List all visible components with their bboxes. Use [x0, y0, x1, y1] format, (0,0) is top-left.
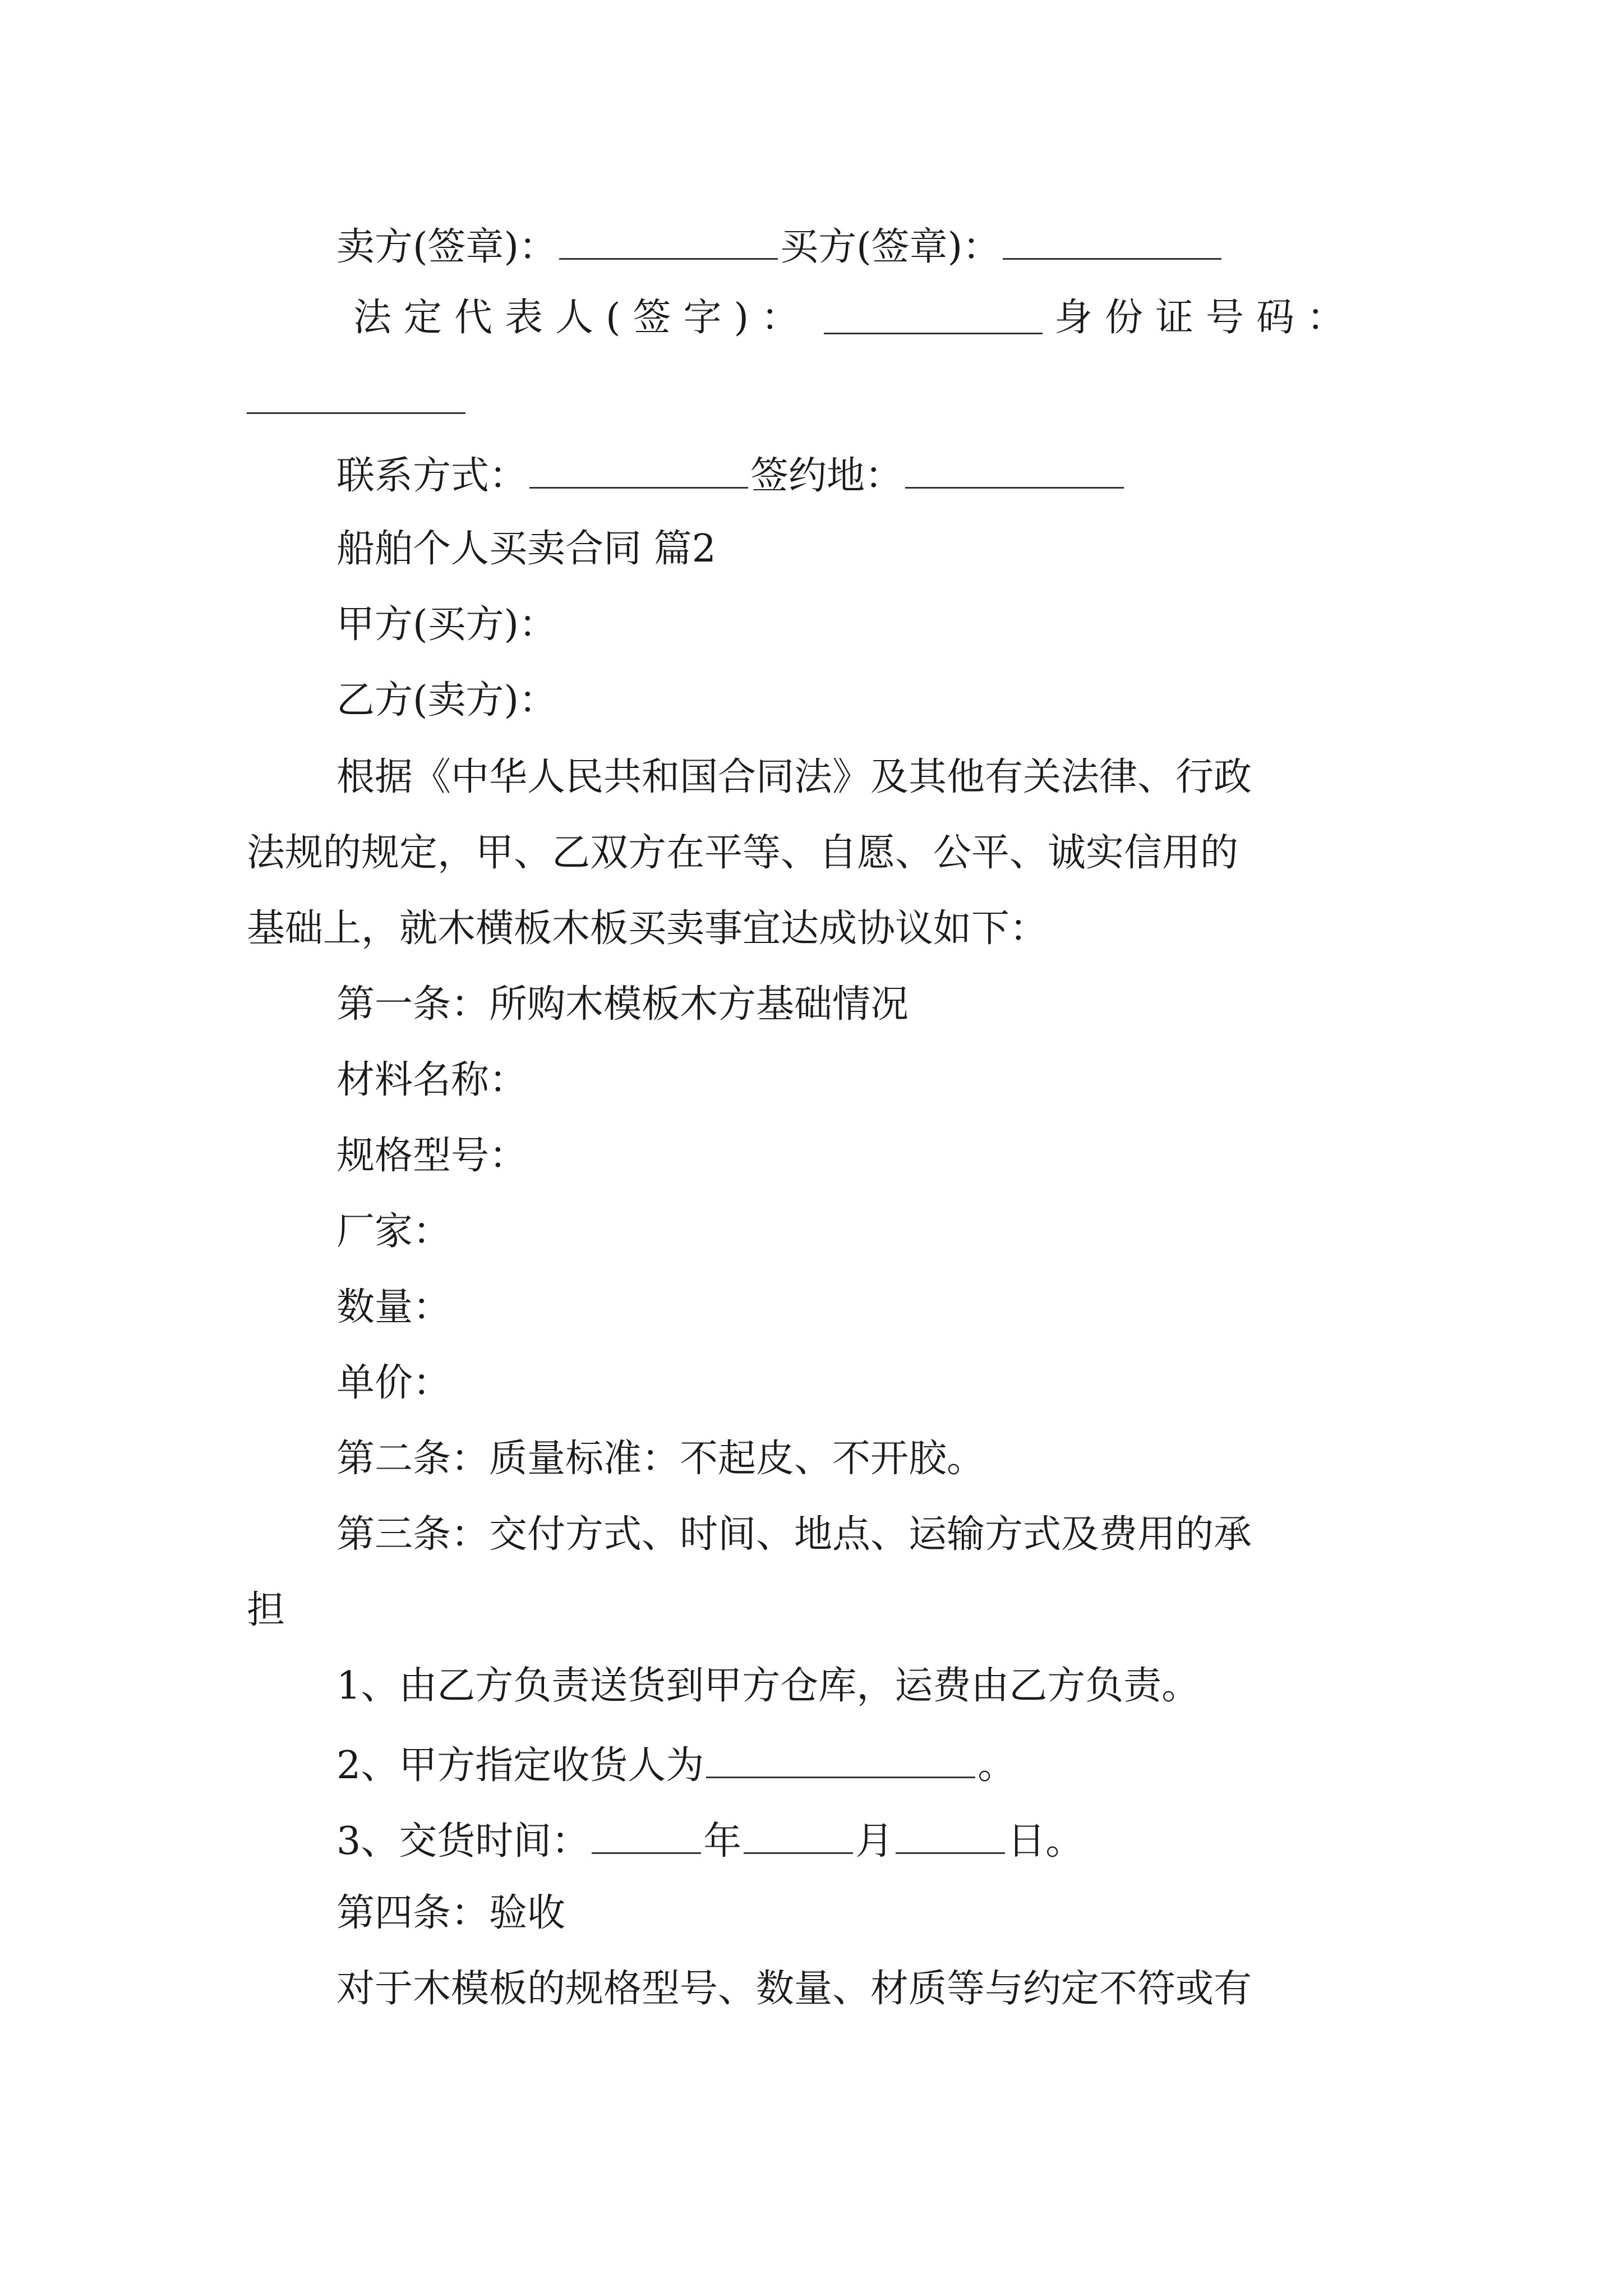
delivery-item-3-prefix: 3、交货时间： [336, 1819, 590, 1864]
intro-line-2: 法规的规定，甲、乙双方在平等、自愿、公平、诚实信用的 [247, 831, 1239, 875]
month-blank [744, 1819, 853, 1854]
buyer-signature-label: 买方(签章)： [780, 225, 1001, 269]
intro-text-1: 根据《中华人民共和国合同法》及其他有关法律、行政 [336, 755, 1252, 799]
signature-row-1 [336, 224, 1224, 269]
buyer-signature-blank [1003, 224, 1221, 260]
party-b: 乙方(卖方)： [336, 678, 557, 723]
intro-line-1 [336, 755, 1380, 799]
legal-rep-label: 法定代表人(签字)： [353, 296, 812, 340]
article-2: 第二条：质量标准：不起皮、不开胶。 [336, 1437, 985, 1481]
article-4: 第四条：验收 [336, 1891, 566, 1935]
consignee-blank [706, 1743, 975, 1778]
signature-row-2 [353, 296, 1357, 340]
seller-signature-blank [559, 224, 778, 260]
signature-row-3 [336, 453, 1126, 498]
article-4-text: 对于木模板的规格型号、数量、材质等与约定不符或有 [336, 1967, 1252, 2011]
delivery-item-3 [336, 1819, 1084, 1864]
article-3-line-1: 第三条：交付方式、时间、地点、运输方式及费用的承 [336, 1512, 1252, 1557]
seller-signature-label: 卖方(签章)： [336, 225, 557, 269]
day-label: 日。 [1007, 1819, 1084, 1864]
field-material-name: 材料名称： [336, 1058, 528, 1102]
intro-line-3: 基础上，就木横板木板买卖事宜达成协议如下： [247, 907, 1048, 951]
delivery-item-2-prefix: 2、甲方指定收货人为 [336, 1743, 704, 1788]
day-blank [896, 1819, 1005, 1854]
year-blank [592, 1819, 701, 1854]
section-title: 船舶个人买卖合同 篇2 [336, 527, 716, 571]
article-3-line-2: 担 [247, 1588, 285, 1632]
field-spec-model: 规格型号： [336, 1134, 528, 1178]
id-number-blank [247, 412, 465, 414]
field-manufacturer: 厂家： [336, 1209, 451, 1254]
legal-rep-blank [824, 299, 1043, 334]
id-number-label: 身份证号码： [1054, 296, 1357, 340]
article-1: 第一条：所购木模板木方基础情况 [336, 982, 909, 1027]
delivery-item-1: 1、由乙方负责送货到甲方仓库，运费由乙方负责。 [336, 1664, 1200, 1708]
field-quantity: 数量： [336, 1285, 451, 1329]
contact-blank [529, 453, 748, 489]
field-unit-price: 单价： [336, 1361, 451, 1405]
delivery-item-2-suffix: 。 [978, 1743, 1016, 1788]
month-label: 月 [855, 1819, 894, 1864]
delivery-item-2 [336, 1743, 1016, 1788]
party-a: 甲方(买方)： [336, 602, 557, 647]
contact-label: 联系方式： [336, 454, 528, 498]
sign-place-blank [905, 453, 1124, 489]
sign-place-label: 签约地： [750, 454, 903, 498]
year-label: 年 [703, 1819, 742, 1864]
